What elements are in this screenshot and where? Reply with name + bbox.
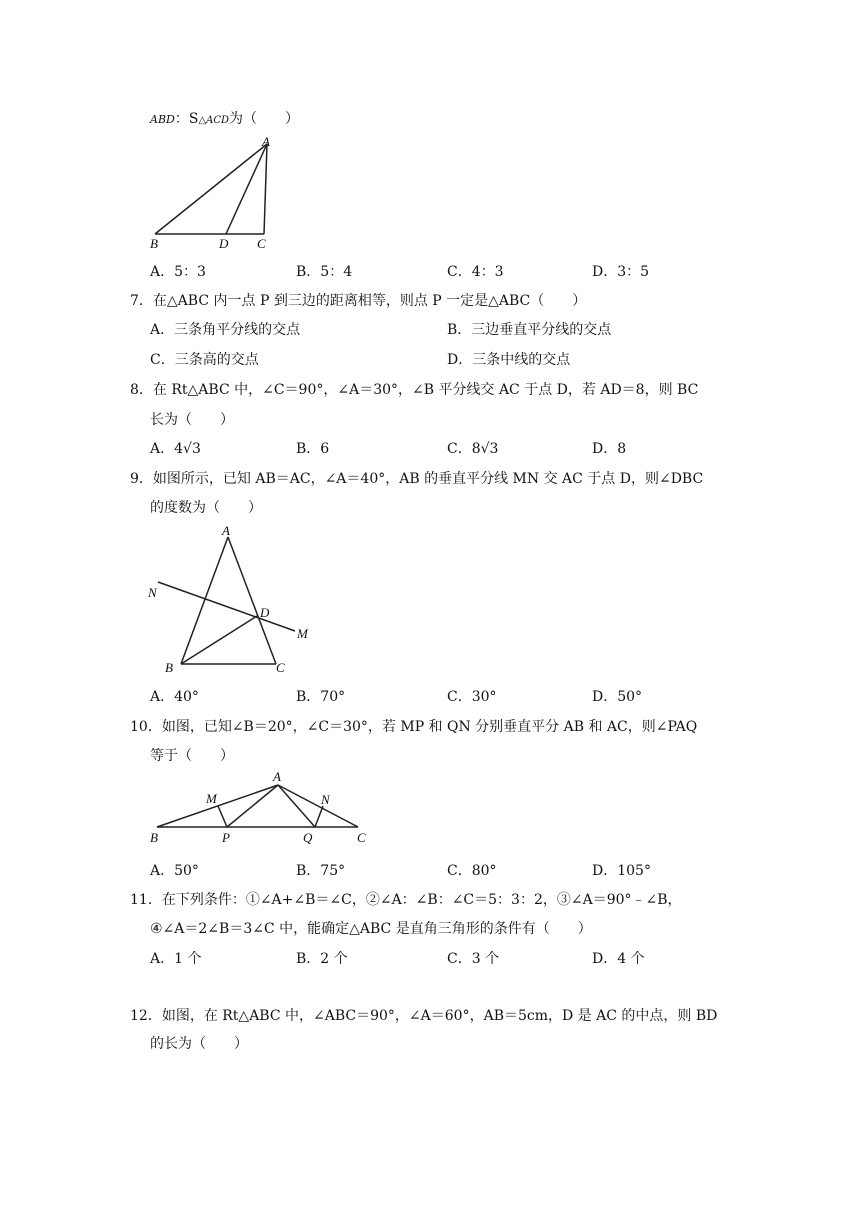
q7-option-a: A．三条角平分线的交点 (150, 322, 301, 338)
q9-label-n: N (148, 585, 157, 600)
q8-option-c: C．8√3 (447, 441, 499, 457)
q9-label-c: C (276, 660, 285, 675)
q9-stem-line1: 9．如图所示，已知 AB＝AC，∠A＝40°，AB 的垂直平分线 MN 交 AC 于点 D，则∠DBC (130, 471, 704, 487)
q11-option-d: D．4 个 (592, 951, 645, 967)
q10-label-p: P (222, 830, 230, 845)
q10-label-n: N (321, 792, 330, 807)
q6-option-c: C．4：3 (447, 264, 504, 280)
q6-label-d: D (219, 236, 229, 251)
q6-option-a: A．5：3 (150, 264, 206, 280)
q7-option-c: C．三条高的交点 (150, 352, 259, 368)
q11-option-a: A．1 个 (150, 951, 202, 967)
q7-option-d: D．三条中线的交点 (447, 352, 571, 368)
q10-label-m: M (206, 791, 217, 806)
q9-stem-line2: 的度数为（ ） (150, 500, 262, 516)
q6-label-a: A (262, 134, 270, 149)
q8-stem-line2: 长为（ ） (150, 412, 234, 428)
q8-stem-line1: 8．在 Rt△ABC 中，∠C＝90°，∠A＝30°，∠B 平分线交 AC 于点 D，若 AD＝8，则 BC (130, 382, 699, 398)
q6-stem: ABD：S△ACD为（ ） (150, 111, 300, 127)
q9-label-a: A (222, 523, 230, 538)
q8-option-d: D．8 (592, 441, 627, 457)
q10-stem-line2: 等于（ ） (150, 748, 234, 764)
q9-option-b: B．70° (296, 689, 346, 705)
q8-option-a: A．4√3 (150, 441, 201, 457)
q9-option-c: C．30° (447, 689, 497, 705)
q11-stem-line2: ④∠A＝2∠B＝3∠C 中，能确定△ABC 是直角三角形的条件有（ ） (150, 921, 592, 937)
q6-option-d: D．3：5 (592, 264, 650, 280)
q10-triangle-figure (140, 768, 380, 848)
q10-option-b: B．75° (296, 863, 346, 879)
q9-triangle-figure (140, 520, 330, 682)
q7-stem: 7．在△ABC 内一点 P 到三边的距离相等，则点 P 一定是△ABC（ ） (130, 293, 587, 309)
q6-option-b: B．5：4 (296, 264, 353, 280)
q10-option-a: A．50° (150, 863, 199, 879)
q6-triangle-figure (140, 132, 290, 252)
q9-label-d: D (260, 605, 270, 620)
q9-option-d: D．50° (592, 689, 643, 705)
q6-label-b: B (150, 236, 158, 251)
q8-option-b: B．6 (296, 441, 330, 457)
q7-option-b: B．三边垂直平分线的交点 (447, 322, 612, 338)
q11-option-c: C．3 个 (447, 951, 500, 967)
q6-label-c: C (257, 236, 266, 251)
q12-stem-line1: 12．如图，在 Rt△ABC 中，∠ABC＝90°，∠A＝60°，AB＝5cm，D 是 AC 的中点，则 BD (130, 1008, 718, 1024)
q10-option-d: D．105° (592, 863, 651, 879)
q9-label-m: M (297, 626, 308, 641)
q10-stem-line1: 10．如图，已知∠B＝20°，∠C＝30°，若 MP 和 QN 分别垂直平分 AB 和 AC，则∠PAQ (130, 719, 698, 735)
q12-stem-line2: 的长为（ ） (150, 1036, 248, 1052)
q10-label-q: Q (303, 830, 313, 845)
q11-option-b: B．2 个 (296, 951, 348, 967)
q9-option-a: A．40° (150, 689, 199, 705)
q9-label-b: B (165, 660, 173, 675)
q10-label-c: C (357, 830, 366, 845)
q10-label-b: B (150, 830, 158, 845)
q10-label-a: A (273, 769, 281, 784)
q10-option-c: C．80° (447, 863, 497, 879)
q11-stem-line1: 11．在下列条件：①∠A+∠B＝∠C，②∠A：∠B：∠C＝5：3：2，③∠A＝90°﹣∠B， (130, 892, 682, 908)
